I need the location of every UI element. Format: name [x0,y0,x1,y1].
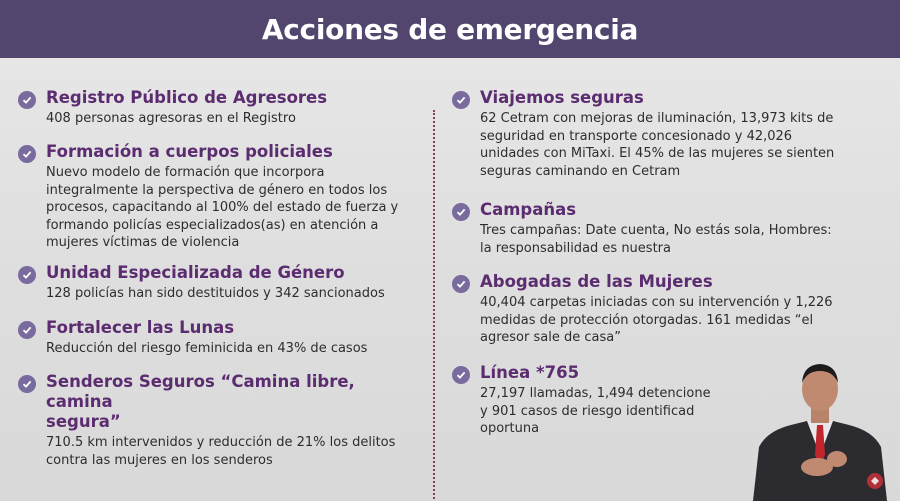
list-item [18,88,327,128]
list-item [18,142,418,252]
check-circle-icon [18,91,36,109]
item-title: Senderos Seguros “Camina libre, camina segura” [46,372,355,431]
header-bar [0,0,900,58]
list-item [18,318,418,358]
item-text: 40,404 carpetas iniciadas con su intervención y 1,226 medidas de protección otorgadas. 161 medidas “el agresor sale de casa” [480,295,833,345]
broadcast-logo [864,470,886,492]
item-title: Unidad Especializada de Género [46,263,345,282]
page-title: Acciones de emergencia [261,12,639,46]
list-item [452,272,872,347]
item-title: Abogadas de las Mujeres [480,272,713,291]
item-text: 408 personas agresoras en el Registro [46,111,296,126]
item-text: 710.5 km intervenidos y reducción de 21% los delitos contra las mujeres en los senderos [46,435,396,468]
list-item [452,88,872,180]
item-title: Línea *765 [480,363,580,382]
item-title: Fortalecer las Lunas [46,318,235,337]
check-circle-icon [452,203,470,221]
check-circle-icon [452,91,470,109]
item-text: Reducción del riesgo feminicida en 43% de casos [46,341,368,356]
item-title: Registro Público de Agresores [46,88,328,107]
check-circle-icon [452,275,470,293]
check-circle-icon [18,375,36,393]
item-title: Formación a cuerpos policiales [46,142,333,161]
item-text: Tres campañas: Date cuenta, No estás sola, Hombres: la responsabilidad es nuestra [480,223,832,256]
check-circle-icon [18,266,36,284]
item-text: 27,197 llamadas, 1,494 detencione y 901 casos de riesgo identificad oportuna [480,386,711,436]
check-circle-icon [18,145,36,163]
check-circle-icon [18,321,36,339]
column-divider [433,110,435,501]
list-item [18,372,418,469]
item-text: Nuevo modelo de formación que incorpora integralmente la perspectiva de género en todos los procesos, capacitando al 100% del estado de fuerza y formando policías especializados(as) en atención a mujeres víctimas de violencia [46,165,399,250]
list-item [452,200,872,257]
item-title: Viajemos seguras [480,88,644,107]
check-circle-icon [452,366,470,384]
item-text: 62 Cetram con mejoras de iluminación, 13,973 kits de seguridad en transporte concesionado y 42,026 unidades con MiTaxi. El 45% de las mujeres se sienten seguras caminando en Cetram [480,111,835,179]
item-title: Campañas [480,200,577,219]
list-item [18,263,418,303]
item-text: 128 policías han sido destituidos y 342 sancionados [46,286,385,301]
